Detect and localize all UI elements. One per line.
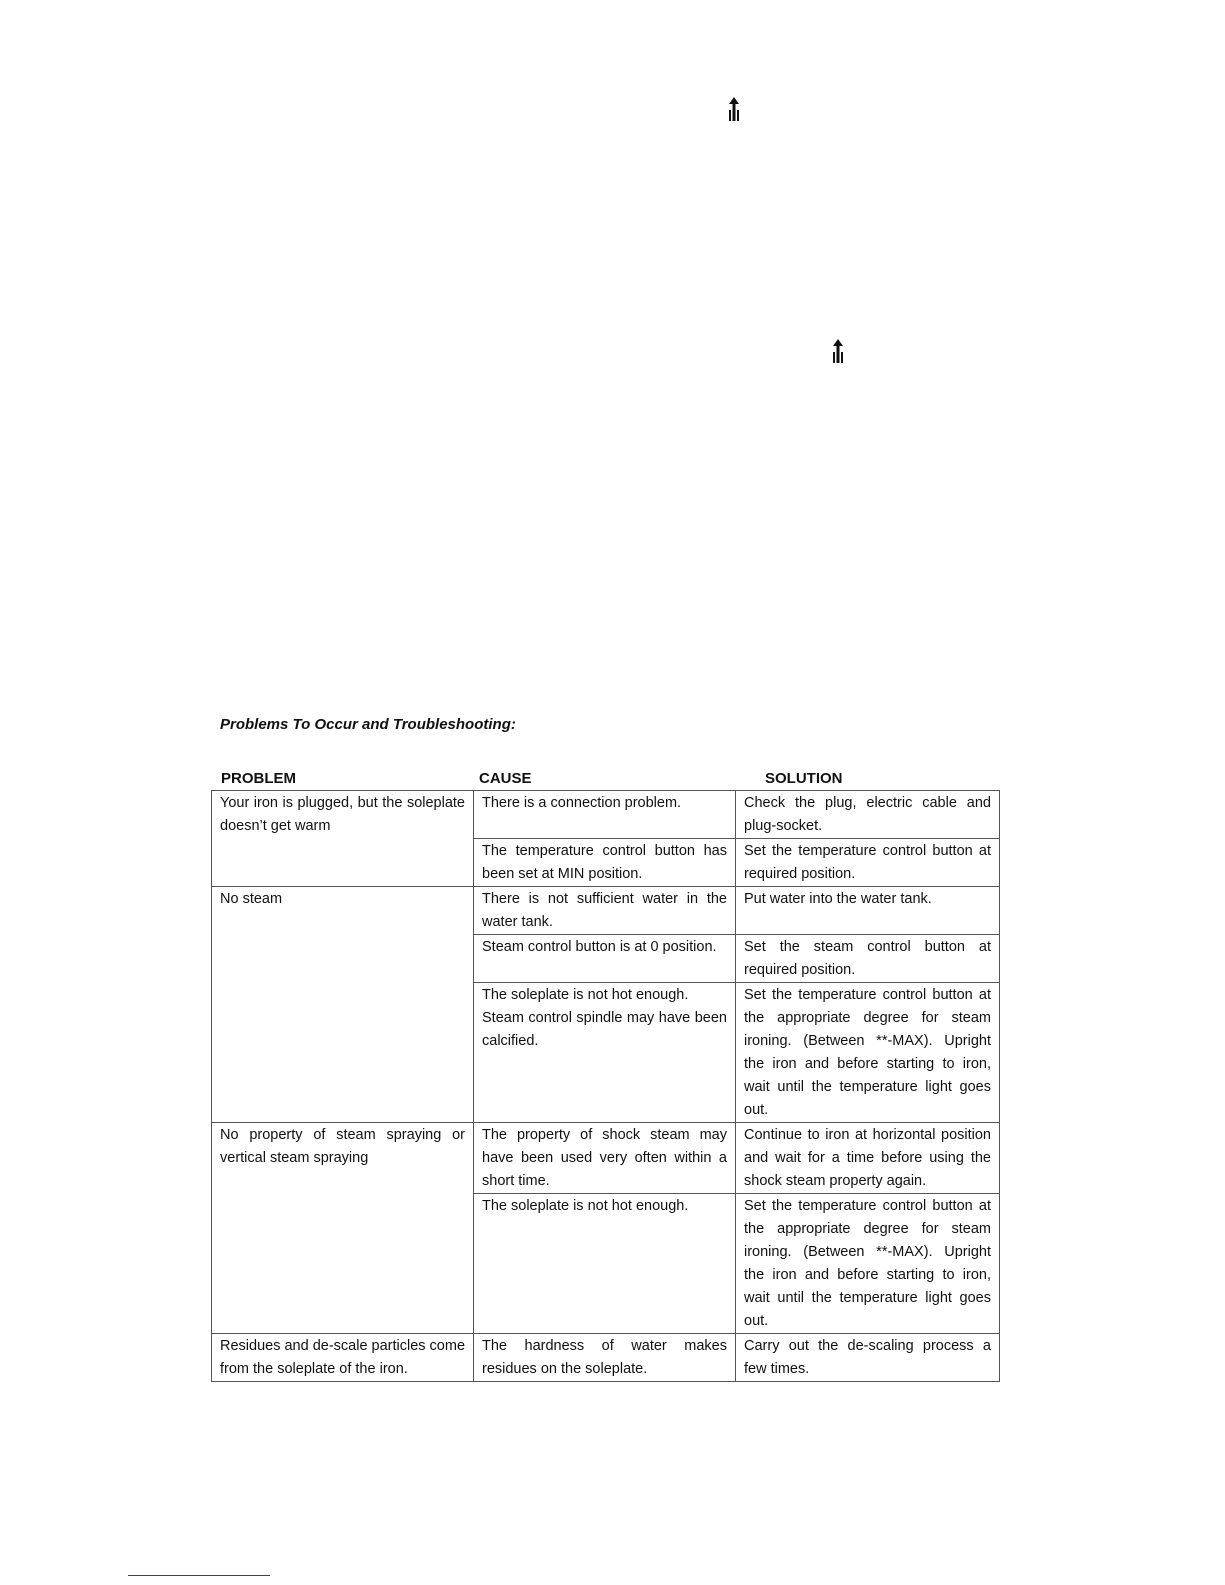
cause-cell: The soleplate is not hot enough. [474, 1194, 736, 1334]
problem-cell: No steam [212, 887, 474, 1123]
table-row [212, 1123, 1000, 1194]
column-header-solution: SOLUTION [765, 770, 843, 787]
footer-rule [128, 1575, 270, 1576]
upright-iron-icon [728, 96, 740, 122]
solution-cell: Check the plug, electric cable and plug-socket. [736, 791, 1000, 839]
cause-cell: There is a connection problem. [474, 791, 736, 839]
troubleshooting-table [211, 790, 1000, 1382]
column-header-problem: PROBLEM [221, 770, 296, 787]
cause-cell: The property of shock steam may have been used very often within a short time. [474, 1123, 736, 1194]
solution-cell: Set the temperature control button at required position. [736, 839, 1000, 887]
problem-cell: Your iron is plugged, but the soleplate doesn’t get warm [212, 791, 474, 887]
cause-cell: The temperature control button has been set at MIN position. [474, 839, 736, 887]
solution-cell: Put water into the water tank. [736, 887, 1000, 935]
solution-cell: Set the steam control button at required position. [736, 935, 1000, 983]
cause-cell: There is not sufficient water in the water tank. [474, 887, 736, 935]
cause-cell: The hardness of water makes residues on the soleplate. [474, 1334, 736, 1382]
solution-cell: Set the temperature control button at the appropriate degree for steam ironing. (Between **-MAX). Upright the iron and before starting to iron, wait until the temperature light goes out. [736, 983, 1000, 1123]
table-row [212, 791, 1000, 839]
solution-cell: Set the temperature control button at the appropriate degree for steam ironing. (Between **-MAX). Upright the iron and before starting to iron, wait until the temperature light goes out. [736, 1194, 1000, 1334]
cause-cell: Steam control button is at 0 position. [474, 935, 736, 983]
problem-cell: No property of steam spraying or vertical steam spraying [212, 1123, 474, 1334]
section-title: Problems To Occur and Troubleshooting: [220, 716, 516, 733]
solution-cell: Carry out the de-scaling process a few times. [736, 1334, 1000, 1382]
solution-cell: Continue to iron at horizontal position and wait for a time before using the shock steam property again. [736, 1123, 1000, 1194]
table-row [212, 1334, 1000, 1382]
problem-cell: Residues and de-scale particles come from the soleplate of the iron. [212, 1334, 474, 1382]
cause-cell: The soleplate is not hot enough. Steam control spindle may have been calcified. [474, 983, 736, 1123]
column-header-cause: CAUSE [479, 770, 532, 787]
table-row [212, 887, 1000, 935]
upright-iron-icon [832, 338, 844, 364]
